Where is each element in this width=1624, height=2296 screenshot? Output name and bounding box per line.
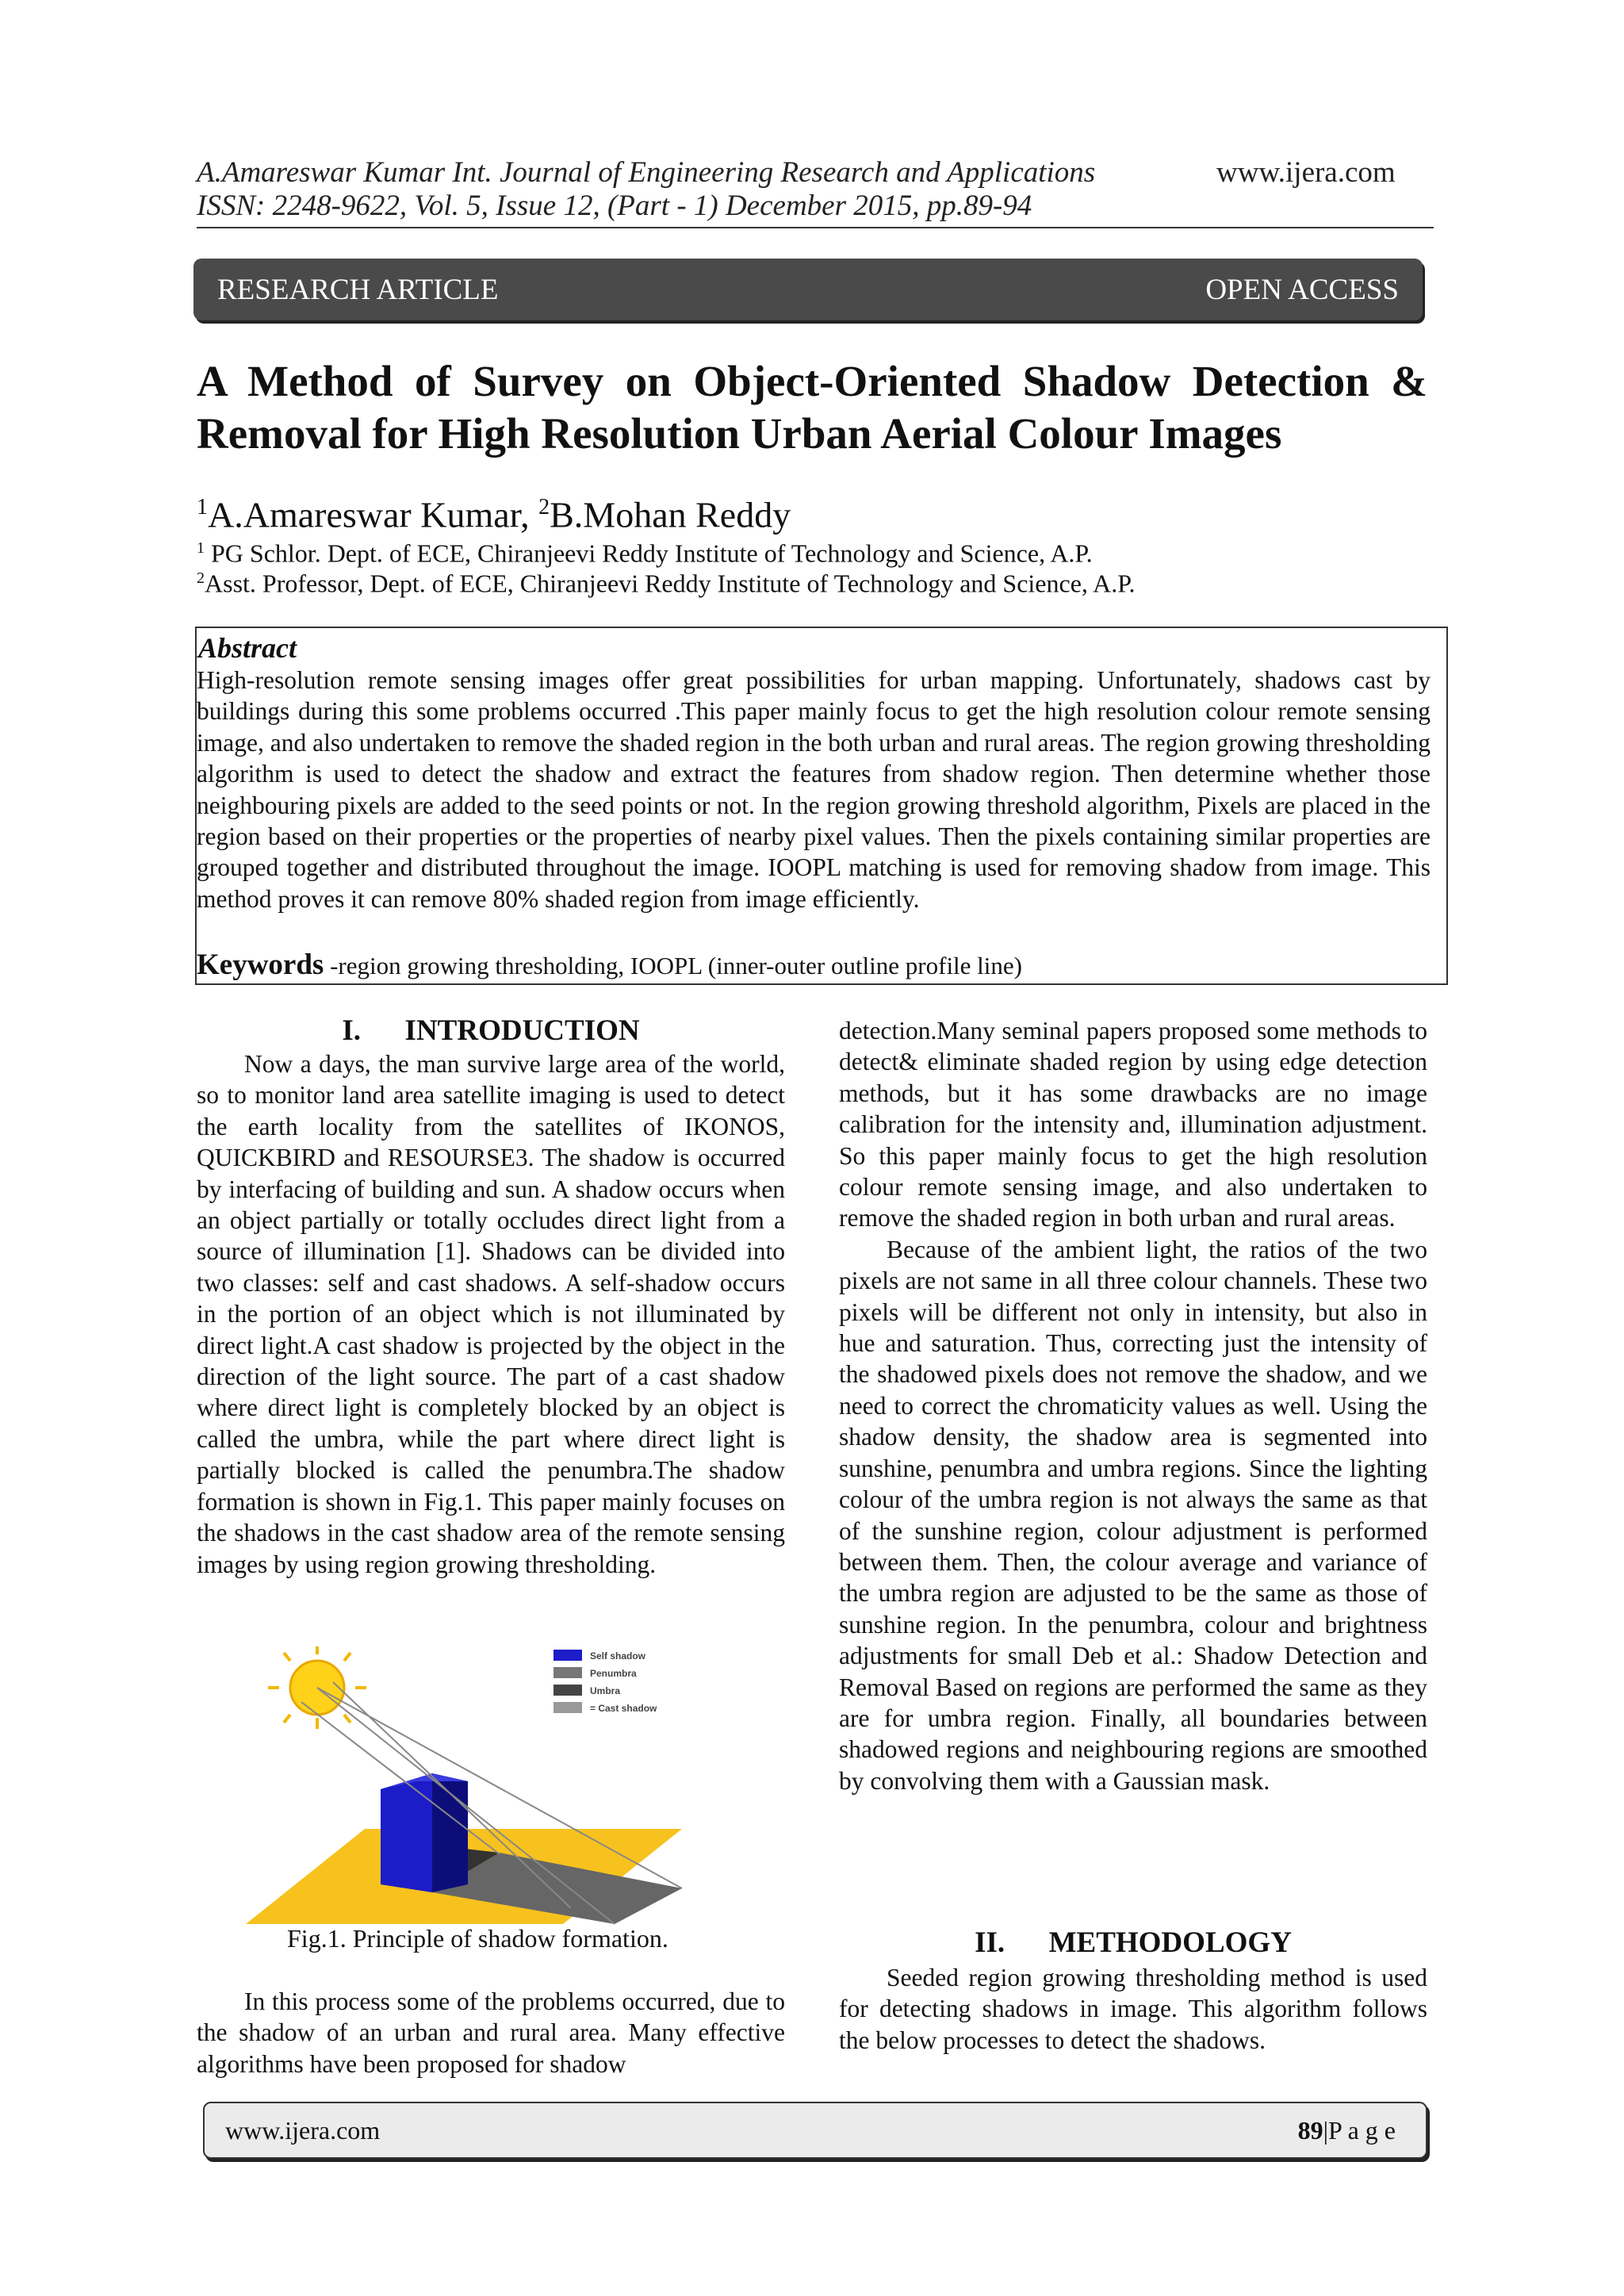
legend-swatch-cast xyxy=(553,1702,582,1713)
right-paragraph-2: Because of the ambient light, the ratios of the two pixels are not same in all three colour channels. These two pixels will be different not only in intensity, but also in hue and saturation. Thus, correcting just the intensity of the shadowed pixels does not remove the shadow, and we need to correct the chromaticity values as well. Using the shadow density, the shadow area is segmented into sunshine, penumbra and umbra regions. Since the lighting colour of the umbra region is not always the same as that of the sunshine region, colour adjustment is performed between them. Then, the colour average and variance of the umbra region are adjusted to be the same as those of sunshine region. In the penumbra, colour and brightness adjustments for small Deb et al.: Shadow Detection and Removal Based on regions are performed the same as they are for umbra region. Finally, all boundaries between shadowed regions and neighbouring regions are smoothed by convolving them with a Gaussian mask. xyxy=(839,1235,1427,1795)
keywords-text: -region growing thresholding, IOOPL (inner-outer outline profile line) xyxy=(324,952,1022,979)
open-access-label: OPEN ACCESS xyxy=(1205,274,1399,306)
journal-line: A.Amareswar Kumar Int. Journal of Engineering Research and Applications xyxy=(197,156,1096,189)
shadow-formation-figure xyxy=(238,1646,753,1932)
footer-website: www.ijera.com xyxy=(225,2116,381,2145)
paper-title: A Method of Survey on Object-Oriented Shadow Detection & Removal for High Resolution Urban Aerial Colour Images xyxy=(197,357,1427,458)
author2-sup: 2 xyxy=(538,495,550,519)
intro-paragraph-1: Now a days, the man survive large area of the world, so to monitor land area satellite imaging is used to detect the earth locality from the satellites of IKONOS, QUICKBIRD and RESOURSE3. The shadow is occurred by interfacing of building and sun. A shadow occurs when an object partially or totally occludes direct light from a source of illumination [1]. Shadows can be divided into two classes: self and cast shadows. A self-shadow occurs in the portion of an object which is not illuminated by direct light.A cast shadow is projected by the object in the direction of the light source. The part of a cast shadow where direct light is completely blocked by an object is called the umbra, while the part where direct light is partially blocked is called the penumbra.The shadow formation is shown in Fig.1. This paper mainly focuses on the shadows in the cast shadow area of the remote sensing images by using region growing thresholding. xyxy=(197,1050,785,1578)
journal-website: www.ijera.com xyxy=(1216,156,1396,189)
author2: B.Mohan Reddy xyxy=(550,494,791,535)
abstract-text: High-resolution remote sensing images offer great possibilities for urban mapping. Unfortunately, shadows cast by buildings during this some problems occurred .This paper mainly focus to get the high resolution colour remote sensing image, and also undertaken to remove the shaded region in the both urban and rural areas. The region growing thresholding algorithm is used to detect the shadow and extract the features from shadow region. Then determine whether those neighbouring pixels are added to the seed points or not. In the region growing threshold algorithm, Pixels are placed in the region based on their properties or the properties of nearby pixel values. Then the pixels containing similar properties are grouped together and distributed throughout the image. IOOPL matching is used for removing shadow from image. This method proves it can remove 80% shaded region from image efficiently. xyxy=(197,666,1431,913)
legend-umbra: Umbra xyxy=(590,1685,621,1696)
methodology-paragraph: Seeded region growing thresholding method is used for detecting shadows in image. This algorithm follows the below processes to detect the shadows. xyxy=(839,1964,1427,2054)
page-label: |P a g e xyxy=(1323,2116,1396,2145)
intro-paragraph-2: In this process some of the problems occurred, due to the shadow of an urban and rural area. Many effective algorithms have been proposed for shadow xyxy=(197,1987,785,2078)
legend-self-shadow: Self shadow xyxy=(590,1650,646,1662)
building-front xyxy=(381,1773,432,1892)
author1-sup: 1 xyxy=(197,495,208,519)
page-footer xyxy=(203,2102,1427,2159)
intro-column xyxy=(197,1048,785,1580)
keywords-line xyxy=(197,948,1022,982)
methodology-column xyxy=(839,1962,1427,2056)
legend-cast-shadow: = Cast shadow xyxy=(590,1703,657,1714)
legend-swatch-self xyxy=(553,1650,582,1661)
issn-line: ISSN: 2248-9622, Vol. 5, Issue 12, (Part - 1) December 2015, pp.89-94 xyxy=(197,190,1032,222)
aff2-text: Asst. Professor, Dept. of ECE, Chiranjeevi Reddy Institute of Technology and Science, A.P. xyxy=(205,569,1136,598)
page-number: 89 xyxy=(1297,2116,1323,2145)
author1: A.Amareswar Kumar, xyxy=(208,494,539,535)
methodology-heading: II. METHODOLOGY xyxy=(975,1926,1292,1959)
aff1-sup: 1 xyxy=(197,539,205,557)
aff2-sup: 2 xyxy=(197,569,205,587)
figure-caption: Fig.1. Principle of shadow formation. xyxy=(287,1924,668,1953)
header-rule xyxy=(197,227,1434,228)
footer-page xyxy=(1298,2116,1396,2145)
legend-swatch-penumbra xyxy=(553,1667,582,1678)
author-line xyxy=(197,485,791,537)
right-column xyxy=(839,1015,1427,1796)
right-paragraph-1: detection.Many seminal papers proposed some methods to detect& eliminate shaded region by using edge detection methods, but it has some drawbacks are no image calibration for the intensity and, illumination adjustment. So this paper mainly focus to get the high resolution colour remote sensing image, and also undertaken to remove the shaded region in both urban and rural areas. xyxy=(839,1017,1427,1232)
article-type-banner xyxy=(193,259,1423,320)
intro-column-bottom xyxy=(197,1986,785,2079)
keywords-label: Keywords xyxy=(197,949,324,981)
building-self-shadow xyxy=(432,1773,468,1892)
research-article-label: RESEARCH ARTICLE xyxy=(217,274,499,306)
affiliation-2 xyxy=(197,563,1135,599)
intro-heading: I. INTRODUCTION xyxy=(342,1014,640,1047)
abstract-heading: Abstract xyxy=(198,632,297,664)
aff1-text: PG Schlor. Dept. of ECE, Chiranjeevi Reddy Institute of Technology and Science, A.P. xyxy=(205,539,1093,568)
legend-swatch-umbra xyxy=(553,1685,582,1696)
legend-penumbra: Penumbra xyxy=(590,1668,637,1679)
